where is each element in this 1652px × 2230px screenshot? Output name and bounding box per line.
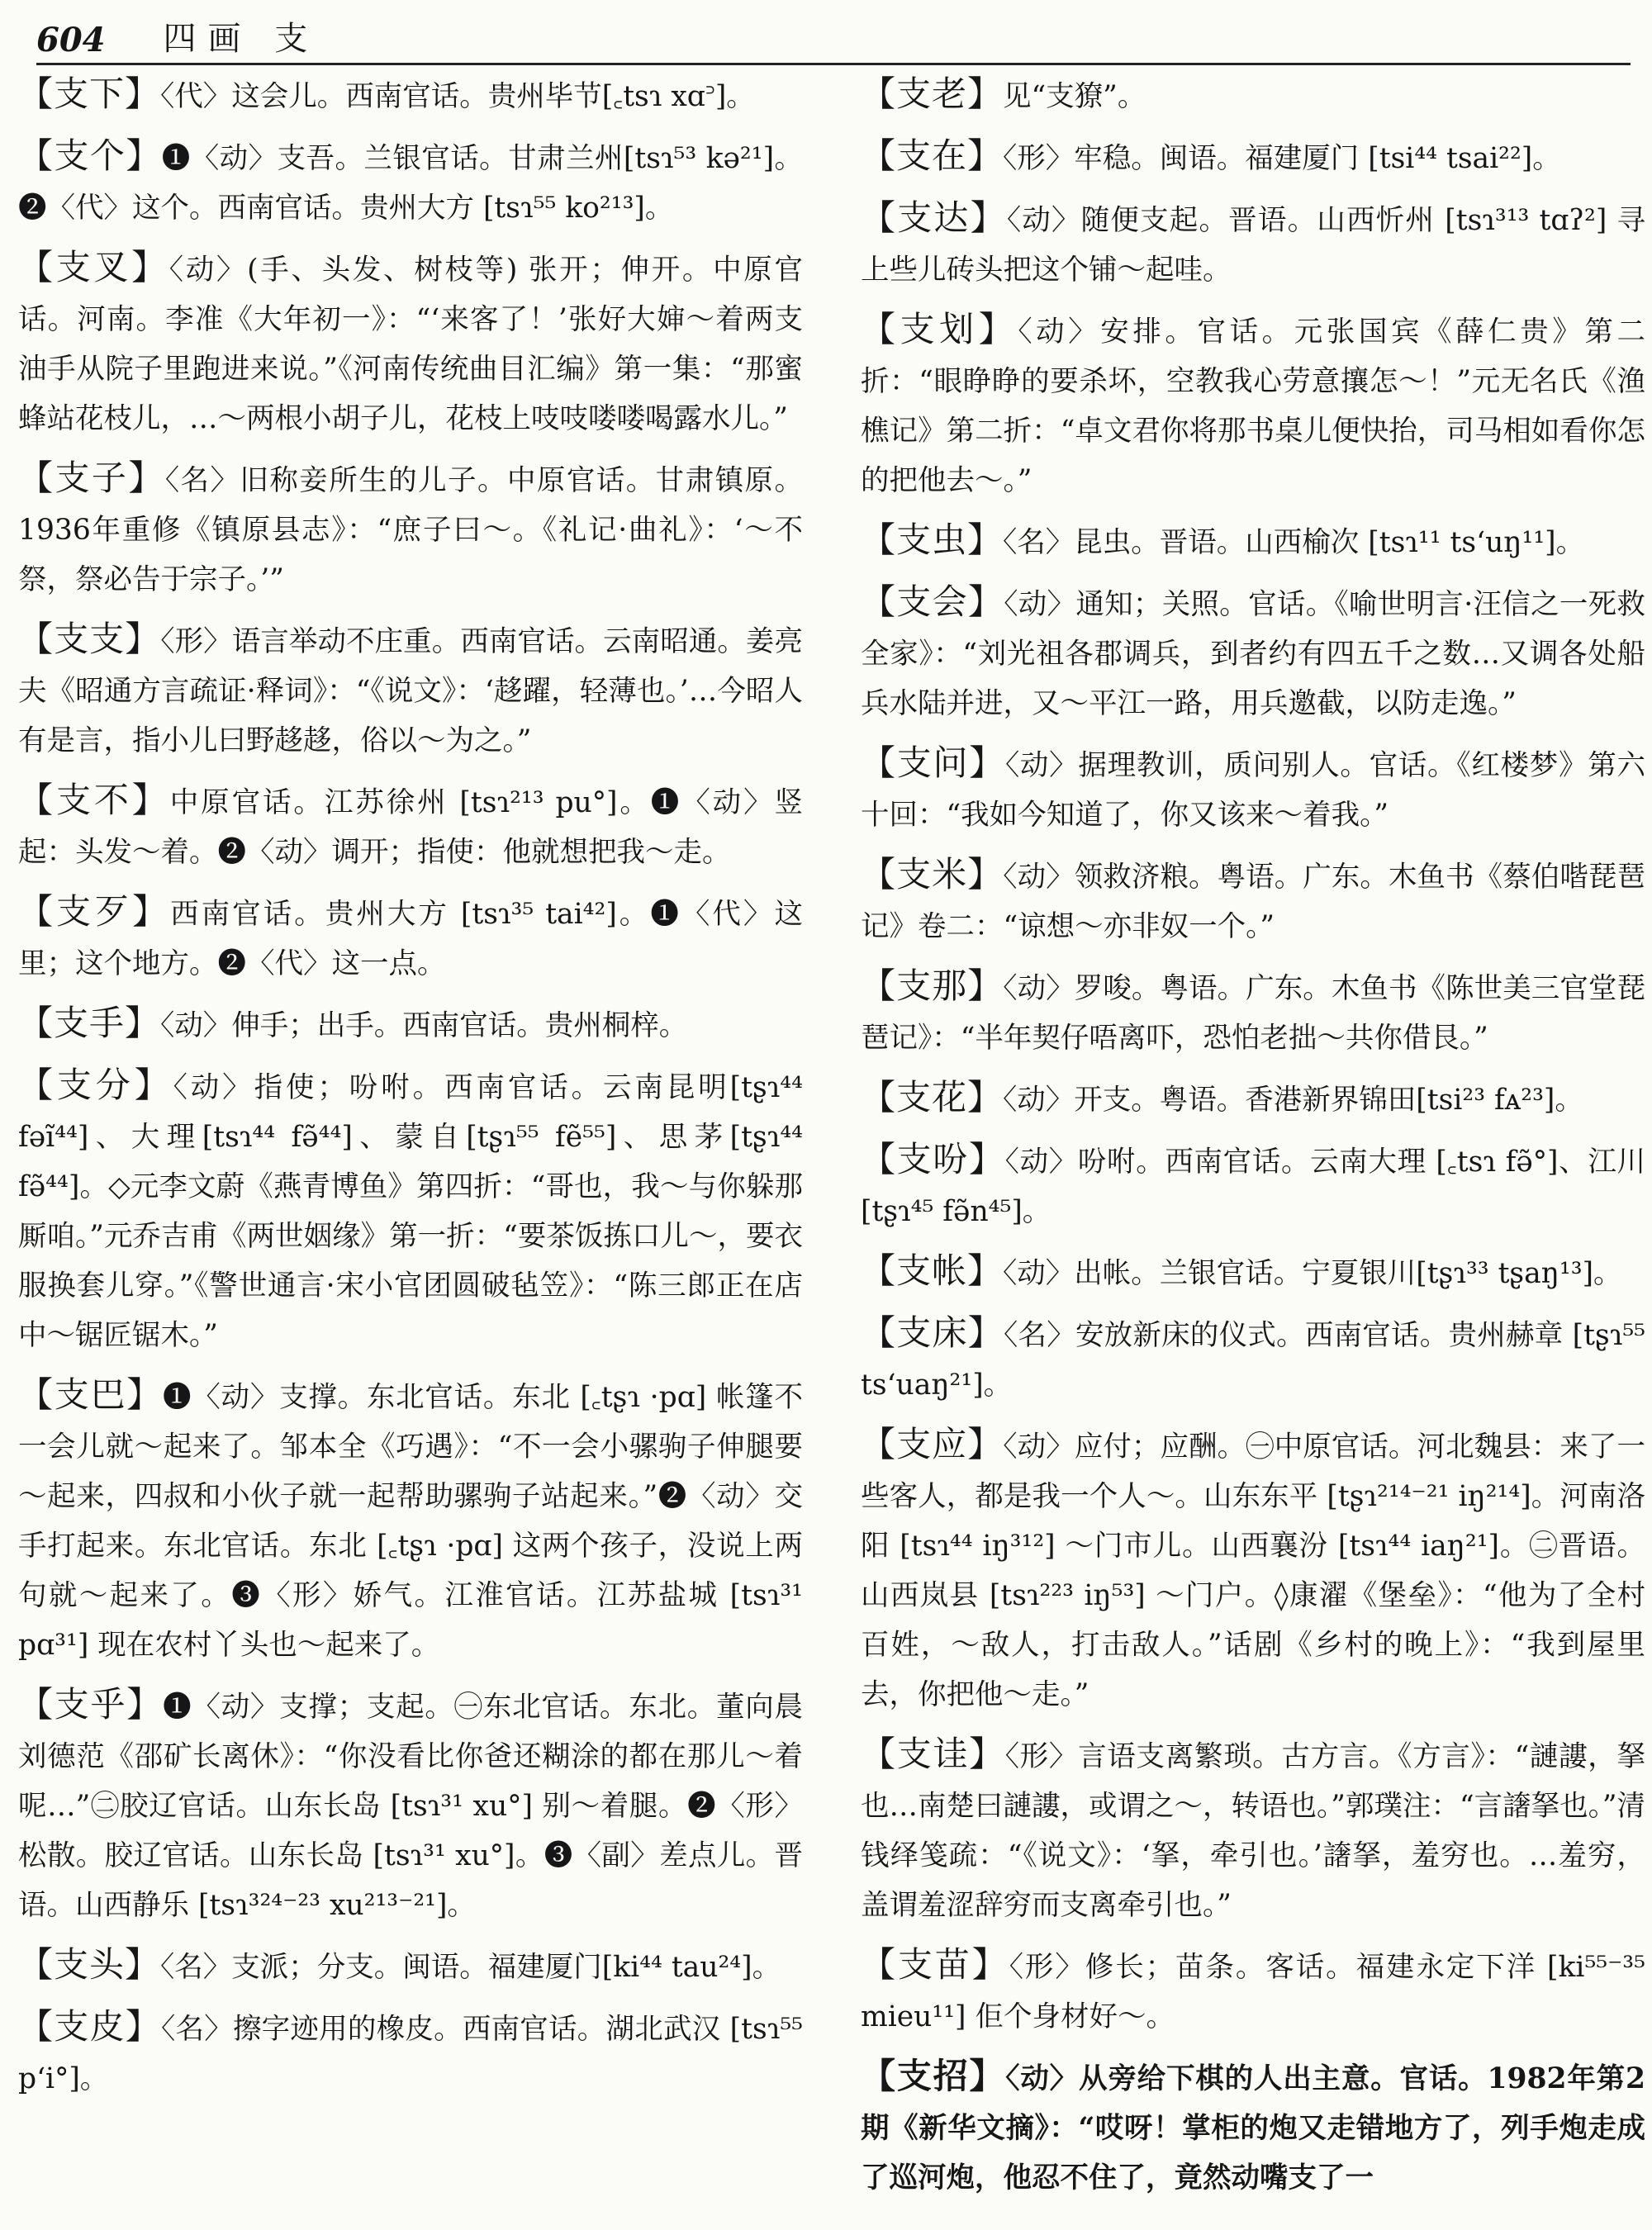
entry-headword: 【 支帐 】 [861,1250,1003,1291]
entry-definition: 〈动〉从旁给下棋的人出主意。官话。1982年第2期《新华文摘》：“哎呀！掌柜的炮又走错地方了，列手炮走成了巡河炮，他忍不住了，竟然动嘴支了一 [861,2062,1645,2194]
dictionary-entry [18,2002,803,2104]
left-column [18,69,803,2217]
dictionary-entry [861,577,1645,728]
dictionary-entry [861,193,1645,295]
entry-definition: 〈形〉牢稳。闽语。福建厦门 [tsi⁴⁴ tsai²²]。 [1003,142,1561,175]
dictionary-entry [18,1680,803,1930]
entry-headword: 【 支诖 】 [861,1734,1005,1774]
dictionary-entry [861,961,1645,1063]
entry-definition: 〈动〉罗唆。粤语。广东。木鱼书《陈世美三官堂琵琶记》：“半年契仔唔离吓，恐怕老拙～共你借艮。” [861,972,1645,1055]
dictionary-entry [18,1940,803,1992]
dictionary-entry [861,1729,1645,1930]
entry-definition: 〈动〉应付；应酬。㊀中原官话。河北魏县：来了一些客人，都是我一个人～。山东东平 [tʂɿ²¹⁴⁻²¹ iŋ²¹⁴]。河南洛阳 [tsɿ⁴⁴ iŋ³¹²] ～门市儿。山西襄汾 [tsɿ⁴⁴ iaŋ²¹]。㊁晋语。山西岚县 [tsɿ²²³ iŋ⁵³] ～门户。◊康濯《堡垒》：“他为了全村百姓，～敌人，打击敌人。”话剧《乡村的晚上》：“我到屋里去，你把他～走。” [861,1431,1645,1711]
entry-headword: 【 支床 】 [861,1312,1004,1353]
dictionary-entry [861,1420,1645,1720]
entry-definition: 〈代〉这会儿。西南官话。贵州毕节[꜀tsɿ xɑ꜄]。 [160,80,755,113]
entry-headword: 【 支会 】 [861,581,1004,622]
entry-headword: 【 支应 】 [861,1424,1003,1464]
entry-definition: 〈动〉安排。官话。元张国宾《薛仁贵》第二折：“眼睁睁的要杀坏，空教我心劳意攘怎～！”元无名氏《渔樵记》第二折：“卓文君你将那书桌儿便快抬，司马相如看你怎的把他去～。” [861,316,1645,497]
entry-headword: 【 支吩 】 [861,1139,1005,1179]
dictionary-entry [861,738,1645,840]
entry-definition: 〈动〉(手、头发、树枝等) 张开；伸开。中原官话。河南。李准《大年初一》：“‘来客了！’张好大婶～着两支油手从院子里跑进来说。”《河南传统曲目汇编》第一集：“那蜜蜂站花枝儿，…～两根小胡子儿，花枝上吱吱喽喽喝露水儿。” [18,254,803,435]
entry-definition: ❶〈动〉支吾。兰银官话。甘肃兰州[tsɿ⁵³ kə²¹]。❷〈代〉这个。西南官话。贵州大方 [tsɿ⁵⁵ ko²¹³]。 [18,142,803,225]
entry-headword: 【 支不 】 [18,780,170,820]
dictionary-entry [861,69,1645,121]
dictionary-entry [18,999,803,1051]
dictionary-entry [861,131,1645,183]
dictionary-entry [18,131,803,233]
entry-headword: 【 支分 】 [18,1065,173,1105]
dictionary-entry [861,850,1645,951]
entry-headword: 【 支老 】 [861,74,1003,114]
dictionary-entry [18,243,803,444]
entry-headword: 【 支个 】 [18,135,162,176]
entry-definition: 〈形〉语言举动不庄重。西南官话。云南昭通。姜亮夫《昭通方言疏证·释词》：“《说文》：‘趍躍，轻薄也。’…今昭人有是言，指小儿曰野趍趍，俗以～为之。” [18,625,803,757]
entry-headword: 【 支米 】 [861,854,1003,894]
entry-headword: 【 支花 】 [861,1077,1003,1117]
entry-definition: 〈动〉随便支起。晋语。山西忻州 [tsɿ³¹³ tɑʔ²] 寻上些儿砖头把这个铺～起哇。 [861,204,1645,287]
entry-definition: 〈形〉修长；苗条。客话。福建永定下洋 [ki⁵⁵⁻³⁵ mieu¹¹] 佢个身材好～。 [861,1951,1645,2033]
entry-headword: 【 支皮 】 [18,2006,161,2047]
entry-definition: 〈名〉支派；分支。闽语。福建厦门[ki⁴⁴ tau²⁴]。 [160,1951,781,1984]
right-column [861,69,1645,2217]
entry-definition: 〈动〉指使；吩咐。西南官话。云南昆明[tʂɿ⁴⁴ fəĩ⁴⁴]、大理[tsɿ⁴⁴ fə̃⁴⁴]、蒙自[tʂɿ⁵⁵ fẽ⁵⁵]、思茅[tʂɿ⁴⁴ fə̃⁴⁴]。◇元李文蔚《燕青博鱼》第四折：“哥也，我～与你躲那厮咱。”元乔吉甫《两世姻缘》第一折：“要茶饭拣口儿～，要衣服换套儿穿。”《警世通言·宋小官团圆破毡笠》：“陈三郎正在店中～锯匠锯木。” [18,1071,803,1352]
dictionary-entry [18,614,803,766]
entry-definition: 中原官话。江苏徐州 [tsɿ²¹³ pu°]。❶〈动〉竖起：头发～着。❷〈动〉调开；指使：他就想把我～走。 [18,786,803,869]
dictionary-entry [861,515,1645,567]
dictionary-entry [18,1370,803,1670]
dictionary-entry [861,1308,1645,1410]
dictionary-entry [18,776,803,877]
entry-headword: 【 支达 】 [861,197,1007,238]
entry-definition: 〈名〉擦字迹用的橡皮。西南官话。湖北武汉 [tsɿ⁵⁵ pʻi°]。 [18,2013,803,2095]
entry-headword: 【 支划 】 [861,309,1018,349]
dictionary-entry [861,2052,1645,2203]
dictionary-entry [861,1246,1645,1298]
dictionary-entry [18,1060,803,1360]
entry-headword: 【 支巴 】 [18,1374,163,1415]
entry-headword: 【 支虫 】 [861,520,1003,560]
entry-definition: 〈动〉开支。粤语。香港新界锦田[tsi²³ fᴀ²³]。 [1003,1084,1583,1117]
entry-definition: ❶〈动〉支撑。东北官话。东北 [꜀tʂɿ ·pɑ] 帐篷不一会儿就～起来了。邹本全《巧遇》：“不一会小骡驹子伸腿要～起来，四叔和小伙子就一起帮助骡驹子站起来。”❷〈动〉交手打起来。东北官话。东北 [꜀tʂɿ ·pɑ] 这两个孩子，没说上两句就～起来了。❸〈形〉娇气。江淮官话。江苏盐城 [tsɿ³¹ pɑ³¹] 现在农村丫头也～起来了。 [18,1381,803,1662]
dictionary-entry [18,453,803,605]
entry-definition: 〈动〉伸手；出手。西南官话。贵州桐梓。 [160,1009,688,1042]
dictionary-entry [861,1940,1645,2042]
entry-headword: 【 支支 】 [18,619,160,659]
entry-definition: 〈名〉旧称妾所生的儿子。中原官话。甘肃镇原。1936年重修《镇原县志》：“庶子曰～。《礼记·曲礼》：‘～不祭，祭必告于宗子。’” [18,464,803,596]
entry-definition: 〈动〉吩咐。西南官话。云南大理 [꜀tsɿ fə̃°]、江川 [tʂɿ⁴⁵ fə̃n⁴⁵]。 [861,1146,1645,1228]
entry-headword: 【 支子 】 [18,458,165,498]
running-head: 四画 支 [163,20,320,58]
dictionary-entry [861,305,1645,505]
entry-definition: 〈名〉昆虫。晋语。山西榆次 [tsɿ¹¹ tsʻuŋ¹¹]。 [1003,526,1585,559]
dictionary-entry [861,1073,1645,1125]
entry-definition: 西南官话。贵州大方 [tsɿ³⁵ tai⁴²]。❶〈代〉这里；这个地方。❷〈代〉这一点。 [18,898,803,980]
entry-headword: 【 支招 】 [861,2056,1005,2096]
entry-definition: 〈动〉据理教训，质问别人。官话。《红楼梦》第六十回：“我如今知道了，你又该来～着我。” [861,749,1645,832]
entry-definition: 〈动〉通知；关照。官话。《喻世明言·汪信之一死救全家》：“刘光祖各郡调兵，到者约有四五千之数…又调各处船兵水陆并进，又～平江一路，用兵邀截，以防走逸。” [861,588,1645,720]
entry-headword: 【 支手 】 [18,1003,160,1043]
entry-definition: 〈名〉安放新床的仪式。西南官话。贵州赫章 [tʂɿ⁵⁵ tsʻuaŋ²¹]。 [861,1319,1645,1402]
page-header [36,15,1631,65]
entry-definition: 〈动〉领救济粮。粤语。广东。木鱼书《蔡伯喈琵琶记》卷二：“谅想～亦非奴一个。” [861,861,1645,943]
entry-definition: ❶〈动〉支撑；支起。㊀东北官话。东北。董向晨刘德范《邵矿长离休》：“你没看比你爸还糊涂的都在那儿～着呢…”㊁胶辽官话。山东长岛 [tsɿ³¹ xu°] 别～着腿。❷〈形〉松散。胶辽官话。山东长岛 [tsɿ³¹ xu°]。❸〈副〉差点儿。晋语。山西静乐 [tsɿ³²⁴⁻²³ xu²¹³⁻²¹]。 [18,1691,803,1922]
entry-headword: 【 支下 】 [18,74,160,114]
entry-headword: 【 支问 】 [861,743,1005,783]
entry-headword: 【 支在 】 [861,135,1003,176]
entry-headword: 【 支头 】 [18,1944,160,1985]
entry-headword: 【 支乎 】 [18,1684,163,1725]
entry-headword: 【 支歹 】 [18,891,170,932]
entry-definition: 〈形〉言语支离繁琐。古方言。《方言》：“謰謱，拏也…南楚曰謰謱，或谓之～，转语也。”郭璞注：“言譇拏也。”清钱绎笺疏：“《说文》：‘拏，牵引也。’譇拏，羞穷也。…羞穷，盖谓羞涩辞穷而支离牵引也。” [861,1740,1645,1922]
dictionary-entry [18,69,803,121]
entry-headword: 【 支苗 】 [861,1944,1009,1985]
dictionary-entry [861,1135,1645,1236]
dictionary-entry [18,887,803,989]
entry-definition: 见“支獠”。 [1003,80,1146,113]
entry-definition: 〈动〉出帐。兰银官话。宁夏银川[tʂɿ³³ tʂaŋ¹³]。 [1003,1257,1622,1290]
page-number: 604 [36,21,106,59]
entry-headword: 【 支叉 】 [18,247,169,287]
entry-headword: 【 支那 】 [861,966,1003,1006]
